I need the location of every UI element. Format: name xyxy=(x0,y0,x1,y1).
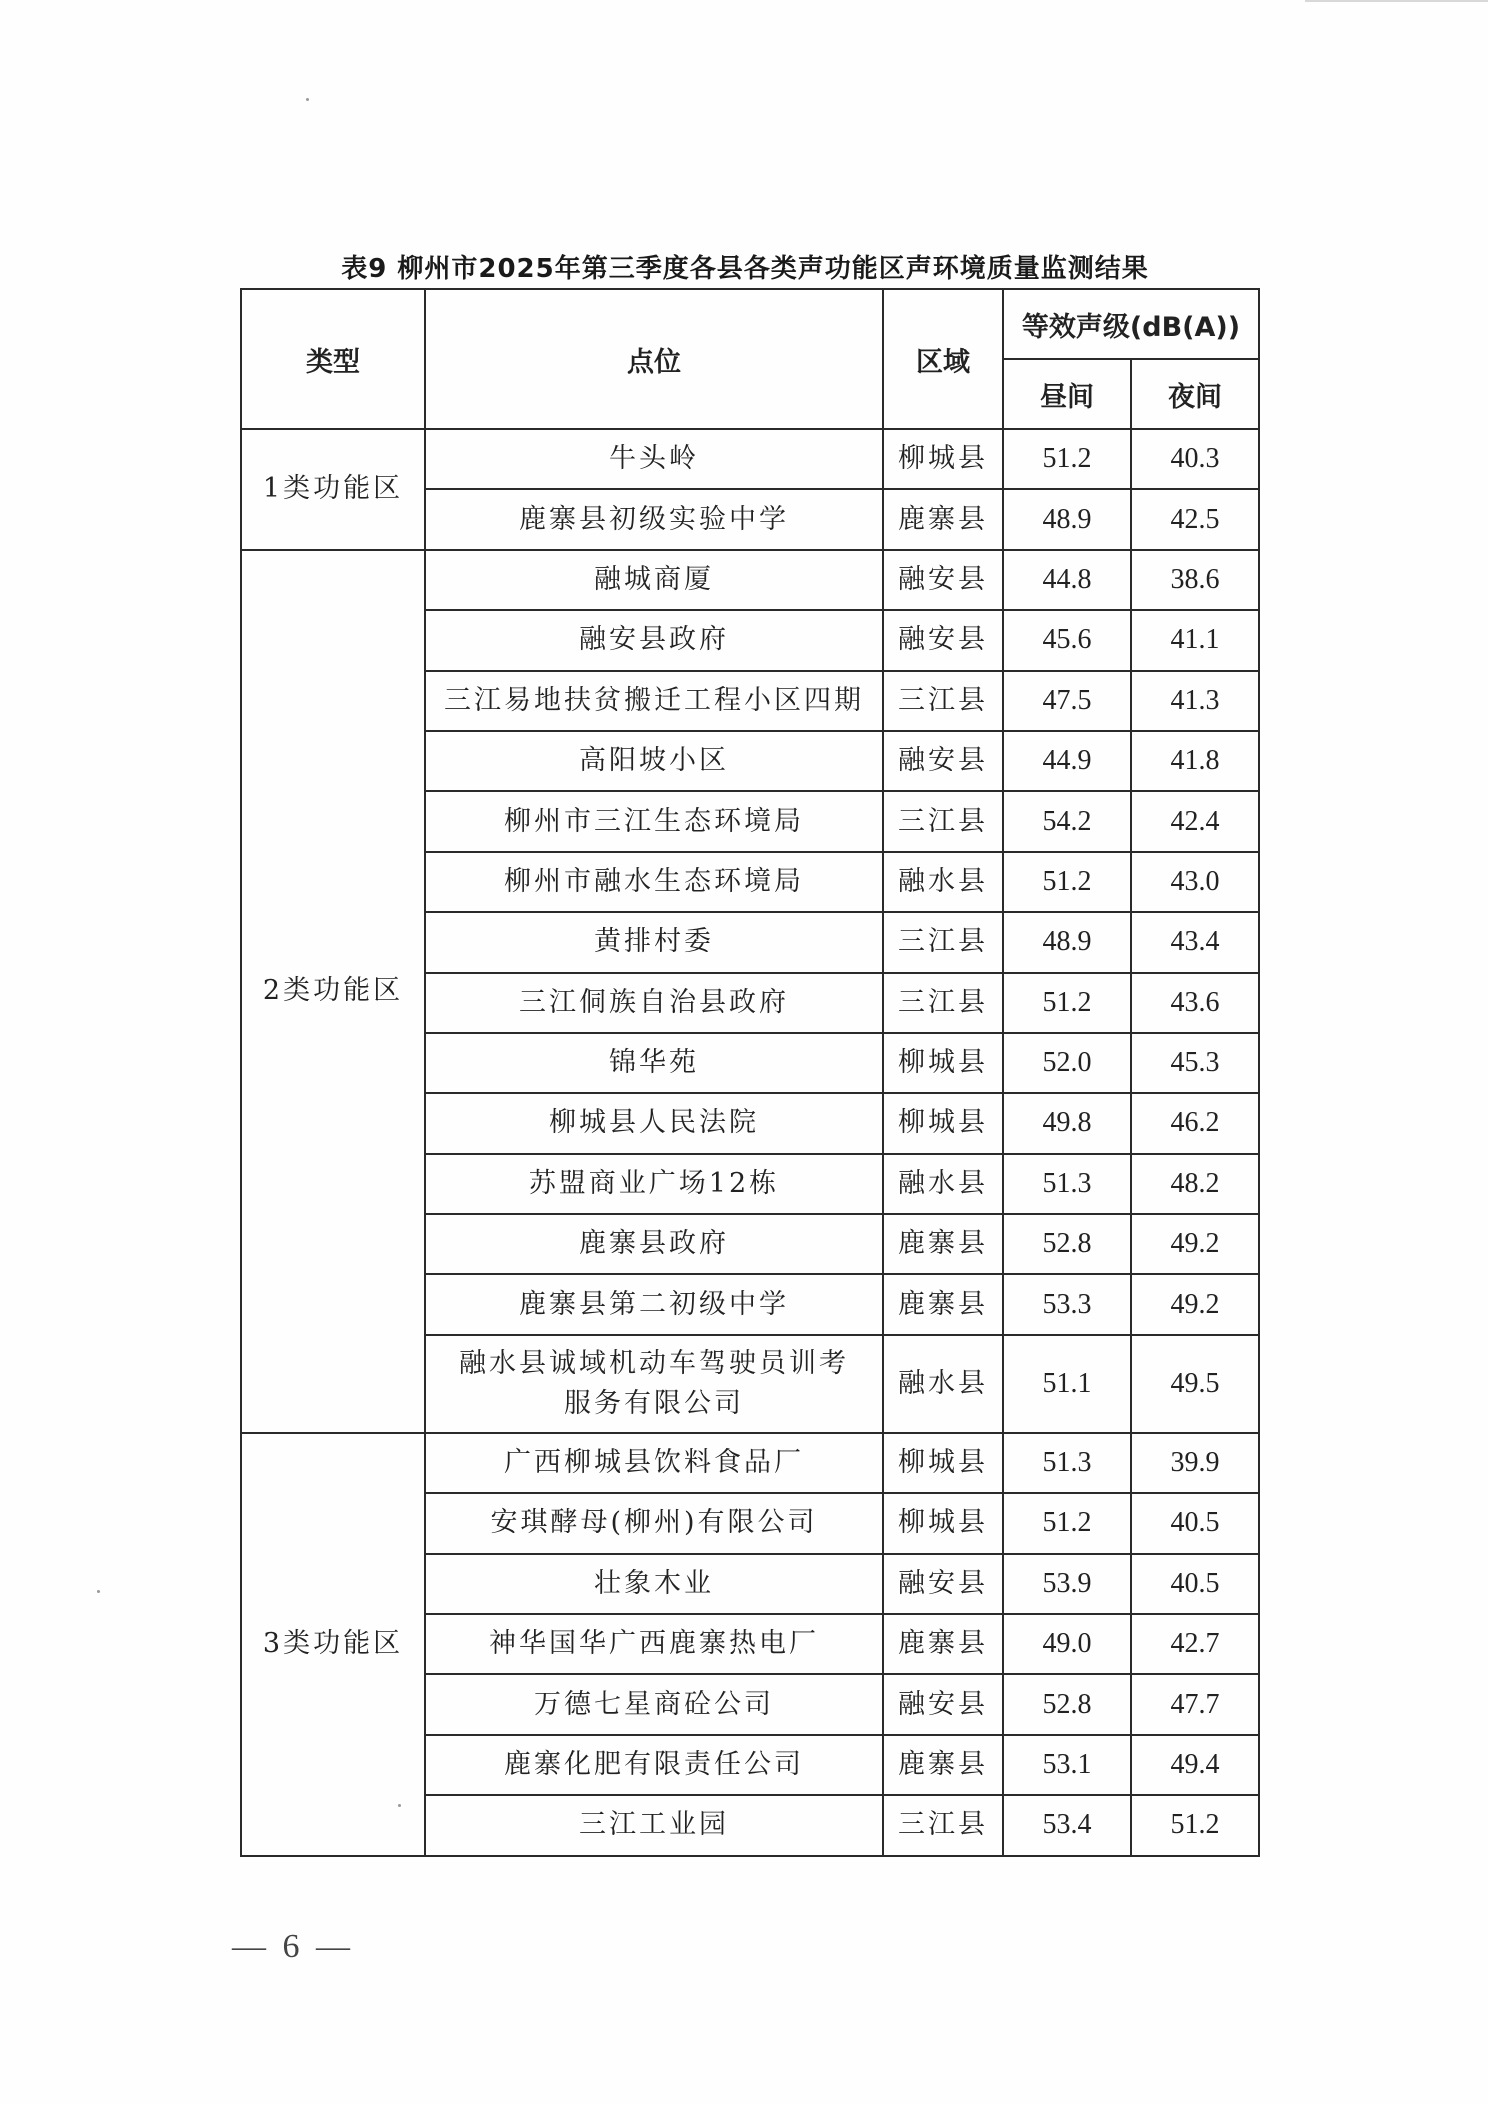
site-name-cell: 壮象木业 xyxy=(425,1554,883,1614)
day-level-cell: 52.8 xyxy=(1003,1674,1131,1734)
day-level-cell: 51.2 xyxy=(1003,429,1131,489)
site-name-cell: 广西柳城县饮料食品厂 xyxy=(425,1433,883,1493)
day-level-cell: 53.9 xyxy=(1003,1554,1131,1614)
night-level-cell: 49.5 xyxy=(1131,1335,1259,1433)
day-level-cell: 51.2 xyxy=(1003,852,1131,912)
night-level-cell: 40.5 xyxy=(1131,1493,1259,1553)
region-cell: 融安县 xyxy=(883,610,1003,670)
night-level-cell: 46.2 xyxy=(1131,1093,1259,1153)
region-cell: 鹿寨县 xyxy=(883,1735,1003,1795)
monitoring-results-table xyxy=(240,288,1260,1857)
night-level-cell: 49.2 xyxy=(1131,1274,1259,1334)
night-level-cell: 38.6 xyxy=(1131,550,1259,610)
region-cell: 鹿寨县 xyxy=(883,489,1003,549)
header-day: 昼间 xyxy=(1003,359,1131,429)
day-level-cell: 51.3 xyxy=(1003,1154,1131,1214)
night-level-cell: 47.7 xyxy=(1131,1674,1259,1734)
header-night: 夜间 xyxy=(1131,359,1259,429)
header-region: 区域 xyxy=(883,289,1003,429)
night-level-cell: 49.4 xyxy=(1131,1735,1259,1795)
site-name-cell: 融安县政府 xyxy=(425,610,883,670)
site-name-cell: 鹿寨县政府 xyxy=(425,1214,883,1274)
night-level-cell: 43.0 xyxy=(1131,852,1259,912)
scan-speck xyxy=(306,98,309,101)
day-level-cell: 49.8 xyxy=(1003,1093,1131,1153)
day-level-cell: 47.5 xyxy=(1003,671,1131,731)
region-cell: 三江县 xyxy=(883,973,1003,1033)
site-name-cell: 柳州市融水生态环境局 xyxy=(425,852,883,912)
day-level-cell: 51.3 xyxy=(1003,1433,1131,1493)
site-name-cell: 高阳坡小区 xyxy=(425,731,883,791)
night-level-cell: 42.5 xyxy=(1131,489,1259,549)
page-number: — 6 — xyxy=(232,1928,354,1965)
site-name-cell: 柳州市三江生态环境局 xyxy=(425,791,883,851)
table-row xyxy=(241,550,1259,610)
site-name-cell: 牛头岭 xyxy=(425,429,883,489)
zone-type-cell: 1类功能区 xyxy=(241,429,425,550)
site-name-cell: 三江侗族自治县政府 xyxy=(425,973,883,1033)
day-level-cell: 53.4 xyxy=(1003,1795,1131,1855)
day-level-cell: 45.6 xyxy=(1003,610,1131,670)
region-cell: 鹿寨县 xyxy=(883,1214,1003,1274)
night-level-cell: 41.8 xyxy=(1131,731,1259,791)
site-name-cell: 苏盟商业广场12栋 xyxy=(425,1154,883,1214)
night-level-cell: 48.2 xyxy=(1131,1154,1259,1214)
day-level-cell: 51.2 xyxy=(1003,973,1131,1033)
table-row xyxy=(241,429,1259,489)
scan-edge-line xyxy=(1305,0,1488,2)
day-level-cell: 53.1 xyxy=(1003,1735,1131,1795)
night-level-cell: 42.7 xyxy=(1131,1614,1259,1674)
night-level-cell: 51.2 xyxy=(1131,1795,1259,1855)
zone-type-cell: 3类功能区 xyxy=(241,1433,425,1856)
site-name-cell: 鹿寨县第二初级中学 xyxy=(425,1274,883,1334)
region-cell: 三江县 xyxy=(883,671,1003,731)
region-cell: 柳城县 xyxy=(883,1493,1003,1553)
header-type: 类型 xyxy=(241,289,425,429)
day-level-cell: 52.8 xyxy=(1003,1214,1131,1274)
site-name-cell: 融城商厦 xyxy=(425,550,883,610)
region-cell: 融水县 xyxy=(883,1335,1003,1433)
day-level-cell: 54.2 xyxy=(1003,791,1131,851)
day-level-cell: 51.2 xyxy=(1003,1493,1131,1553)
night-level-cell: 42.4 xyxy=(1131,791,1259,851)
zone-type-cell: 2类功能区 xyxy=(241,550,425,1433)
site-name-cell: 三江工业园 xyxy=(425,1795,883,1855)
day-level-cell: 48.9 xyxy=(1003,912,1131,972)
region-cell: 柳城县 xyxy=(883,1033,1003,1093)
region-cell: 鹿寨县 xyxy=(883,1274,1003,1334)
site-name-cell: 鹿寨化肥有限责任公司 xyxy=(425,1735,883,1795)
night-level-cell: 40.3 xyxy=(1131,429,1259,489)
night-level-cell: 43.6 xyxy=(1131,973,1259,1033)
night-level-cell: 41.3 xyxy=(1131,671,1259,731)
day-level-cell: 44.8 xyxy=(1003,550,1131,610)
site-name-cell: 柳城县人民法院 xyxy=(425,1093,883,1153)
day-level-cell: 52.0 xyxy=(1003,1033,1131,1093)
scan-speck xyxy=(398,1804,401,1807)
table-title: 表9 柳州市2025年第三季度各县各类声功能区声环境质量监测结果 xyxy=(341,254,1149,284)
night-level-cell: 39.9 xyxy=(1131,1433,1259,1493)
day-level-cell: 49.0 xyxy=(1003,1614,1131,1674)
night-level-cell: 40.5 xyxy=(1131,1554,1259,1614)
site-name-cell: 鹿寨县初级实验中学 xyxy=(425,489,883,549)
night-level-cell: 45.3 xyxy=(1131,1033,1259,1093)
region-cell: 融安县 xyxy=(883,550,1003,610)
region-cell: 柳城县 xyxy=(883,1093,1003,1153)
site-name-cell: 锦华苑 xyxy=(425,1033,883,1093)
region-cell: 柳城县 xyxy=(883,1433,1003,1493)
region-cell: 融安县 xyxy=(883,731,1003,791)
table-body xyxy=(241,429,1259,1856)
night-level-cell: 49.2 xyxy=(1131,1214,1259,1274)
table-row xyxy=(241,1433,1259,1493)
region-cell: 柳城县 xyxy=(883,429,1003,489)
region-cell: 融安县 xyxy=(883,1674,1003,1734)
night-level-cell: 41.1 xyxy=(1131,610,1259,670)
region-cell: 融安县 xyxy=(883,1554,1003,1614)
site-name-cell: 黄排村委 xyxy=(425,912,883,972)
region-cell: 三江县 xyxy=(883,791,1003,851)
scan-speck xyxy=(97,1590,100,1593)
region-cell: 三江县 xyxy=(883,1795,1003,1855)
site-name-cell: 万德七星商砼公司 xyxy=(425,1674,883,1734)
site-name-cell: 安琪酵母(柳州)有限公司 xyxy=(425,1493,883,1553)
day-level-cell: 44.9 xyxy=(1003,731,1131,791)
site-name-cell: 神华国华广西鹿寨热电厂 xyxy=(425,1614,883,1674)
region-cell: 融水县 xyxy=(883,852,1003,912)
site-name-cell: 融水县诚域机动车驾驶员训考服务有限公司 xyxy=(425,1335,883,1433)
region-cell: 融水县 xyxy=(883,1154,1003,1214)
night-level-cell: 43.4 xyxy=(1131,912,1259,972)
header-point: 点位 xyxy=(425,289,883,429)
region-cell: 鹿寨县 xyxy=(883,1614,1003,1674)
site-name-cell: 三江易地扶贫搬迁工程小区四期 xyxy=(425,671,883,731)
header-level: 等效声级(dB(A)) xyxy=(1003,289,1259,359)
day-level-cell: 53.3 xyxy=(1003,1274,1131,1334)
day-level-cell: 48.9 xyxy=(1003,489,1131,549)
region-cell: 三江县 xyxy=(883,912,1003,972)
day-level-cell: 51.1 xyxy=(1003,1335,1131,1433)
